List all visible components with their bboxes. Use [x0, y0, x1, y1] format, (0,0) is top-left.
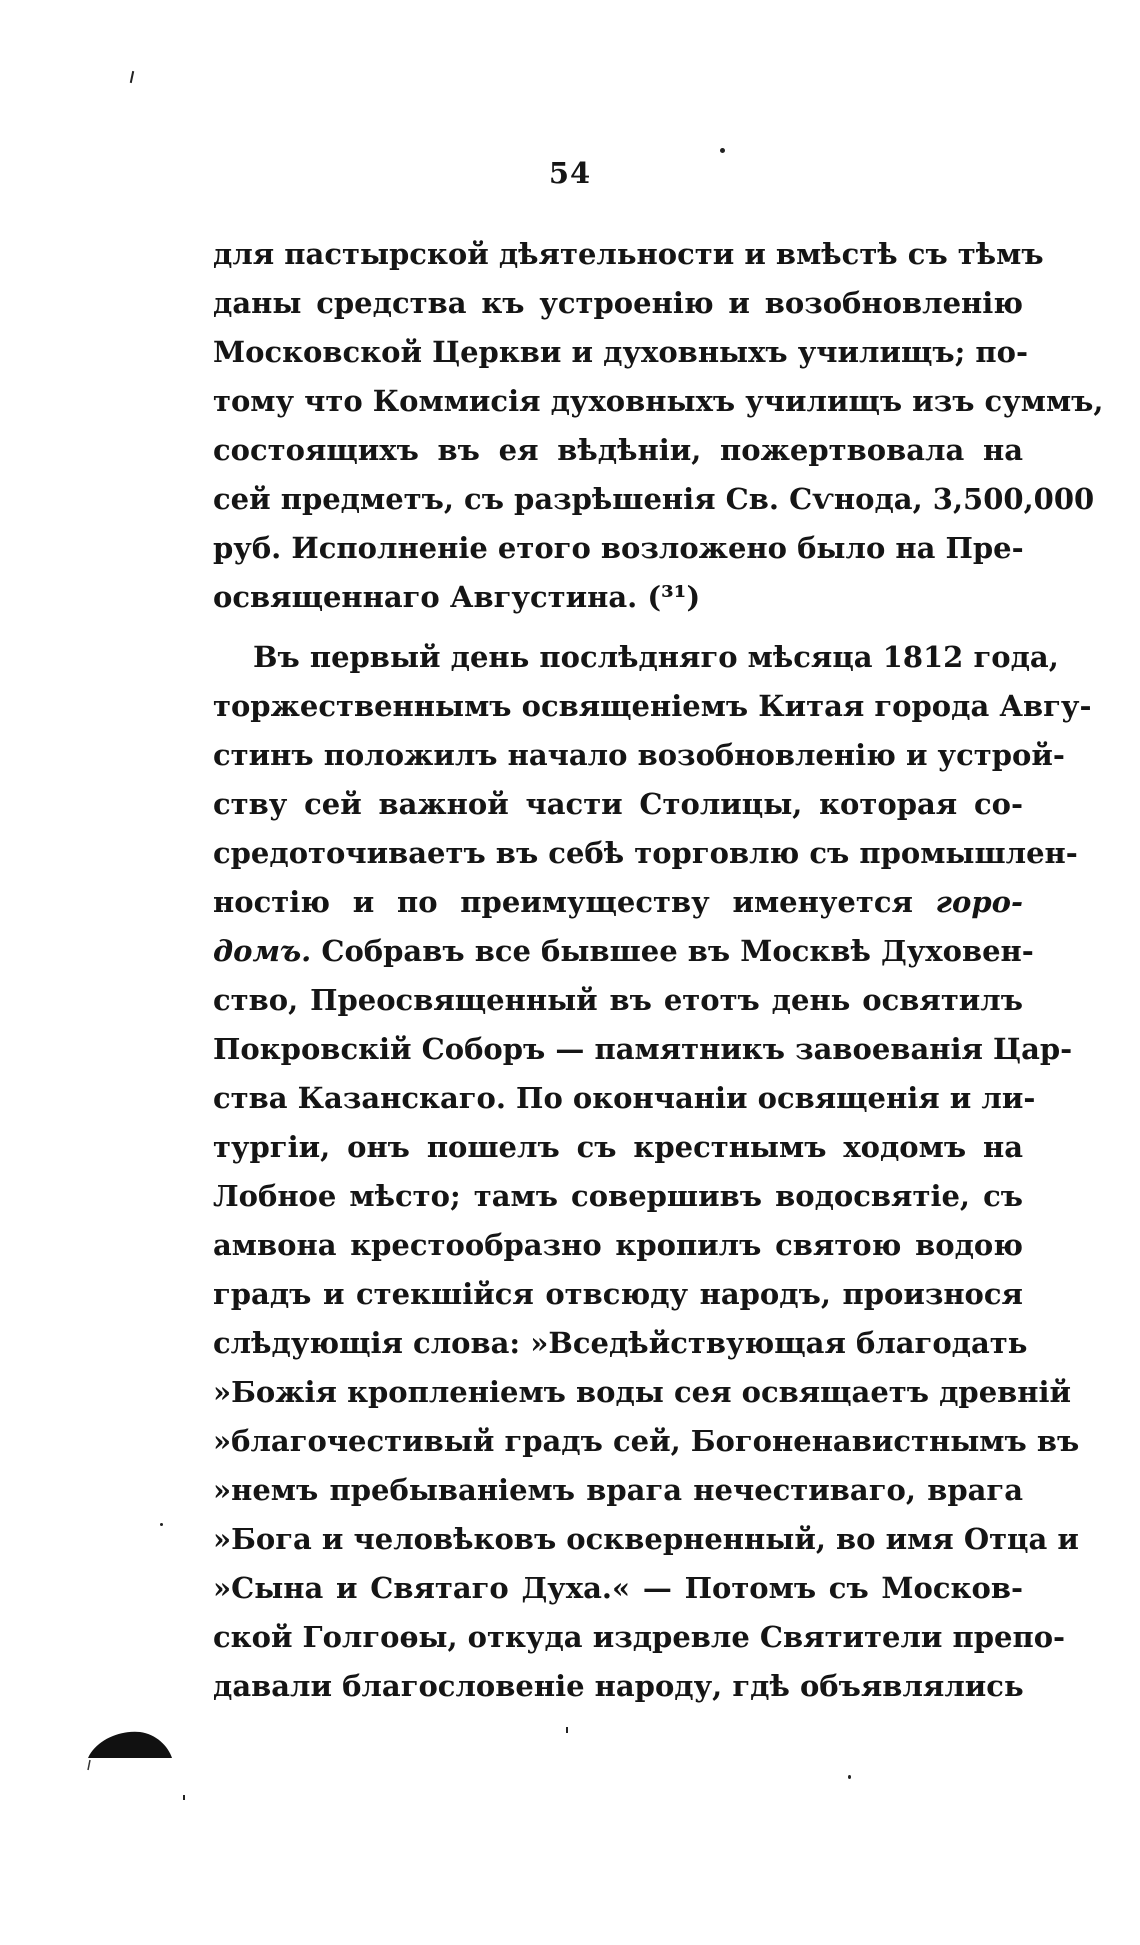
text-line: ства Казанскаго. По окончаніи освященія и ли-: [213, 1081, 1036, 1115]
text-line: Лобное мѣсто; тамъ совершивъ водосвятіе, съ: [213, 1179, 1023, 1213]
text-line: торжественнымъ освященіемъ Китая города Авгу-: [213, 689, 1092, 723]
text-line: давали благословеніе народу, гдѣ объявлялись: [213, 1669, 1024, 1703]
text-line: градъ и стекшійся отвсюду народъ, произнося: [213, 1277, 1023, 1311]
ink-speck: [130, 71, 134, 83]
text-line: »благочестивый градъ сей, Богоненавистнымъ въ: [213, 1424, 1080, 1458]
text-line: средоточиваетъ въ себѣ торговлю съ промышлен-: [213, 836, 1078, 870]
text-line: »немъ пребываніемъ врага нечестиваго, врага: [213, 1473, 1023, 1507]
italic-word: домъ.: [213, 934, 312, 968]
text-line: [213, 878, 1023, 927]
text-line: тому что Коммисія духовныхъ училищъ изъ суммъ,: [213, 384, 1104, 418]
text-line: сей предметъ, съ разрѣшенія Св. Сѵнода, 3,500,000: [213, 482, 1095, 516]
text-line: руб. Исполненіе етого возложено было на Пре-: [213, 531, 1024, 565]
text-line: »Бога и человѣковъ оскверненный, во имя Отца и: [213, 1522, 1079, 1556]
text-line: [213, 927, 1034, 976]
text-line: ство, Преосвященный въ етотъ день освятилъ: [213, 983, 1023, 1017]
line-text: Собравъ все бывшее въ Москвѣ Духовен-: [321, 934, 1034, 968]
text-line: ству сей важной части Столицы, которая со-: [213, 787, 1023, 821]
text-line: [213, 573, 1023, 622]
text-line: Московской Церкви и духовныхъ училищъ; по-: [213, 335, 1029, 369]
ink-speck: [848, 1775, 851, 1779]
footnote-reference: (³¹): [647, 580, 701, 614]
text-line: ской Голгоѳы, откуда издревле Святители препо-: [213, 1620, 1066, 1654]
ink-blot: [86, 1722, 174, 1778]
text-line: слѣдующія слова: »Вседѣйствующая благодать: [213, 1326, 1028, 1360]
line-text: ностію и по преимуществу именуется: [213, 885, 913, 919]
ink-speck: [160, 1523, 163, 1526]
text-line: для пастырской дѣятельности и вмѣстѣ съ тѣмъ: [213, 237, 1044, 271]
text-line: Покровскій Соборъ — памятникъ завоеванія Цар-: [213, 1032, 1073, 1066]
text-line: амвона крестообразно кропилъ святою водою: [213, 1228, 1023, 1262]
ink-speck: [720, 148, 725, 153]
ink-speck: [183, 1795, 185, 1800]
italic-word: горо-: [935, 885, 1023, 919]
text-line: состоящихъ въ ея вѣдѣніи, пожертвовала на: [213, 433, 1023, 467]
text-line: даны средства къ устроенію и возобновленію: [213, 286, 1023, 320]
page-number: 54: [548, 156, 592, 190]
text-line: стинъ положилъ начало возобновленію и устрой-: [213, 738, 1065, 772]
text-line: »Божія кропленіемъ воды сея освящаетъ древній: [213, 1375, 1072, 1409]
body-text: [213, 230, 1104, 1711]
text-line: »Сына и Святаго Духа.« — Потомъ съ Москов-: [213, 1571, 1023, 1605]
text-line: Въ первый день послѣдняго мѣсяца 1812 года,: [253, 640, 1059, 674]
text-line: тургіи, онъ пошелъ съ крестнымъ ходомъ на: [213, 1130, 1023, 1164]
line-text: освященнаго Августина.: [213, 580, 638, 614]
ink-speck: [566, 1727, 568, 1733]
